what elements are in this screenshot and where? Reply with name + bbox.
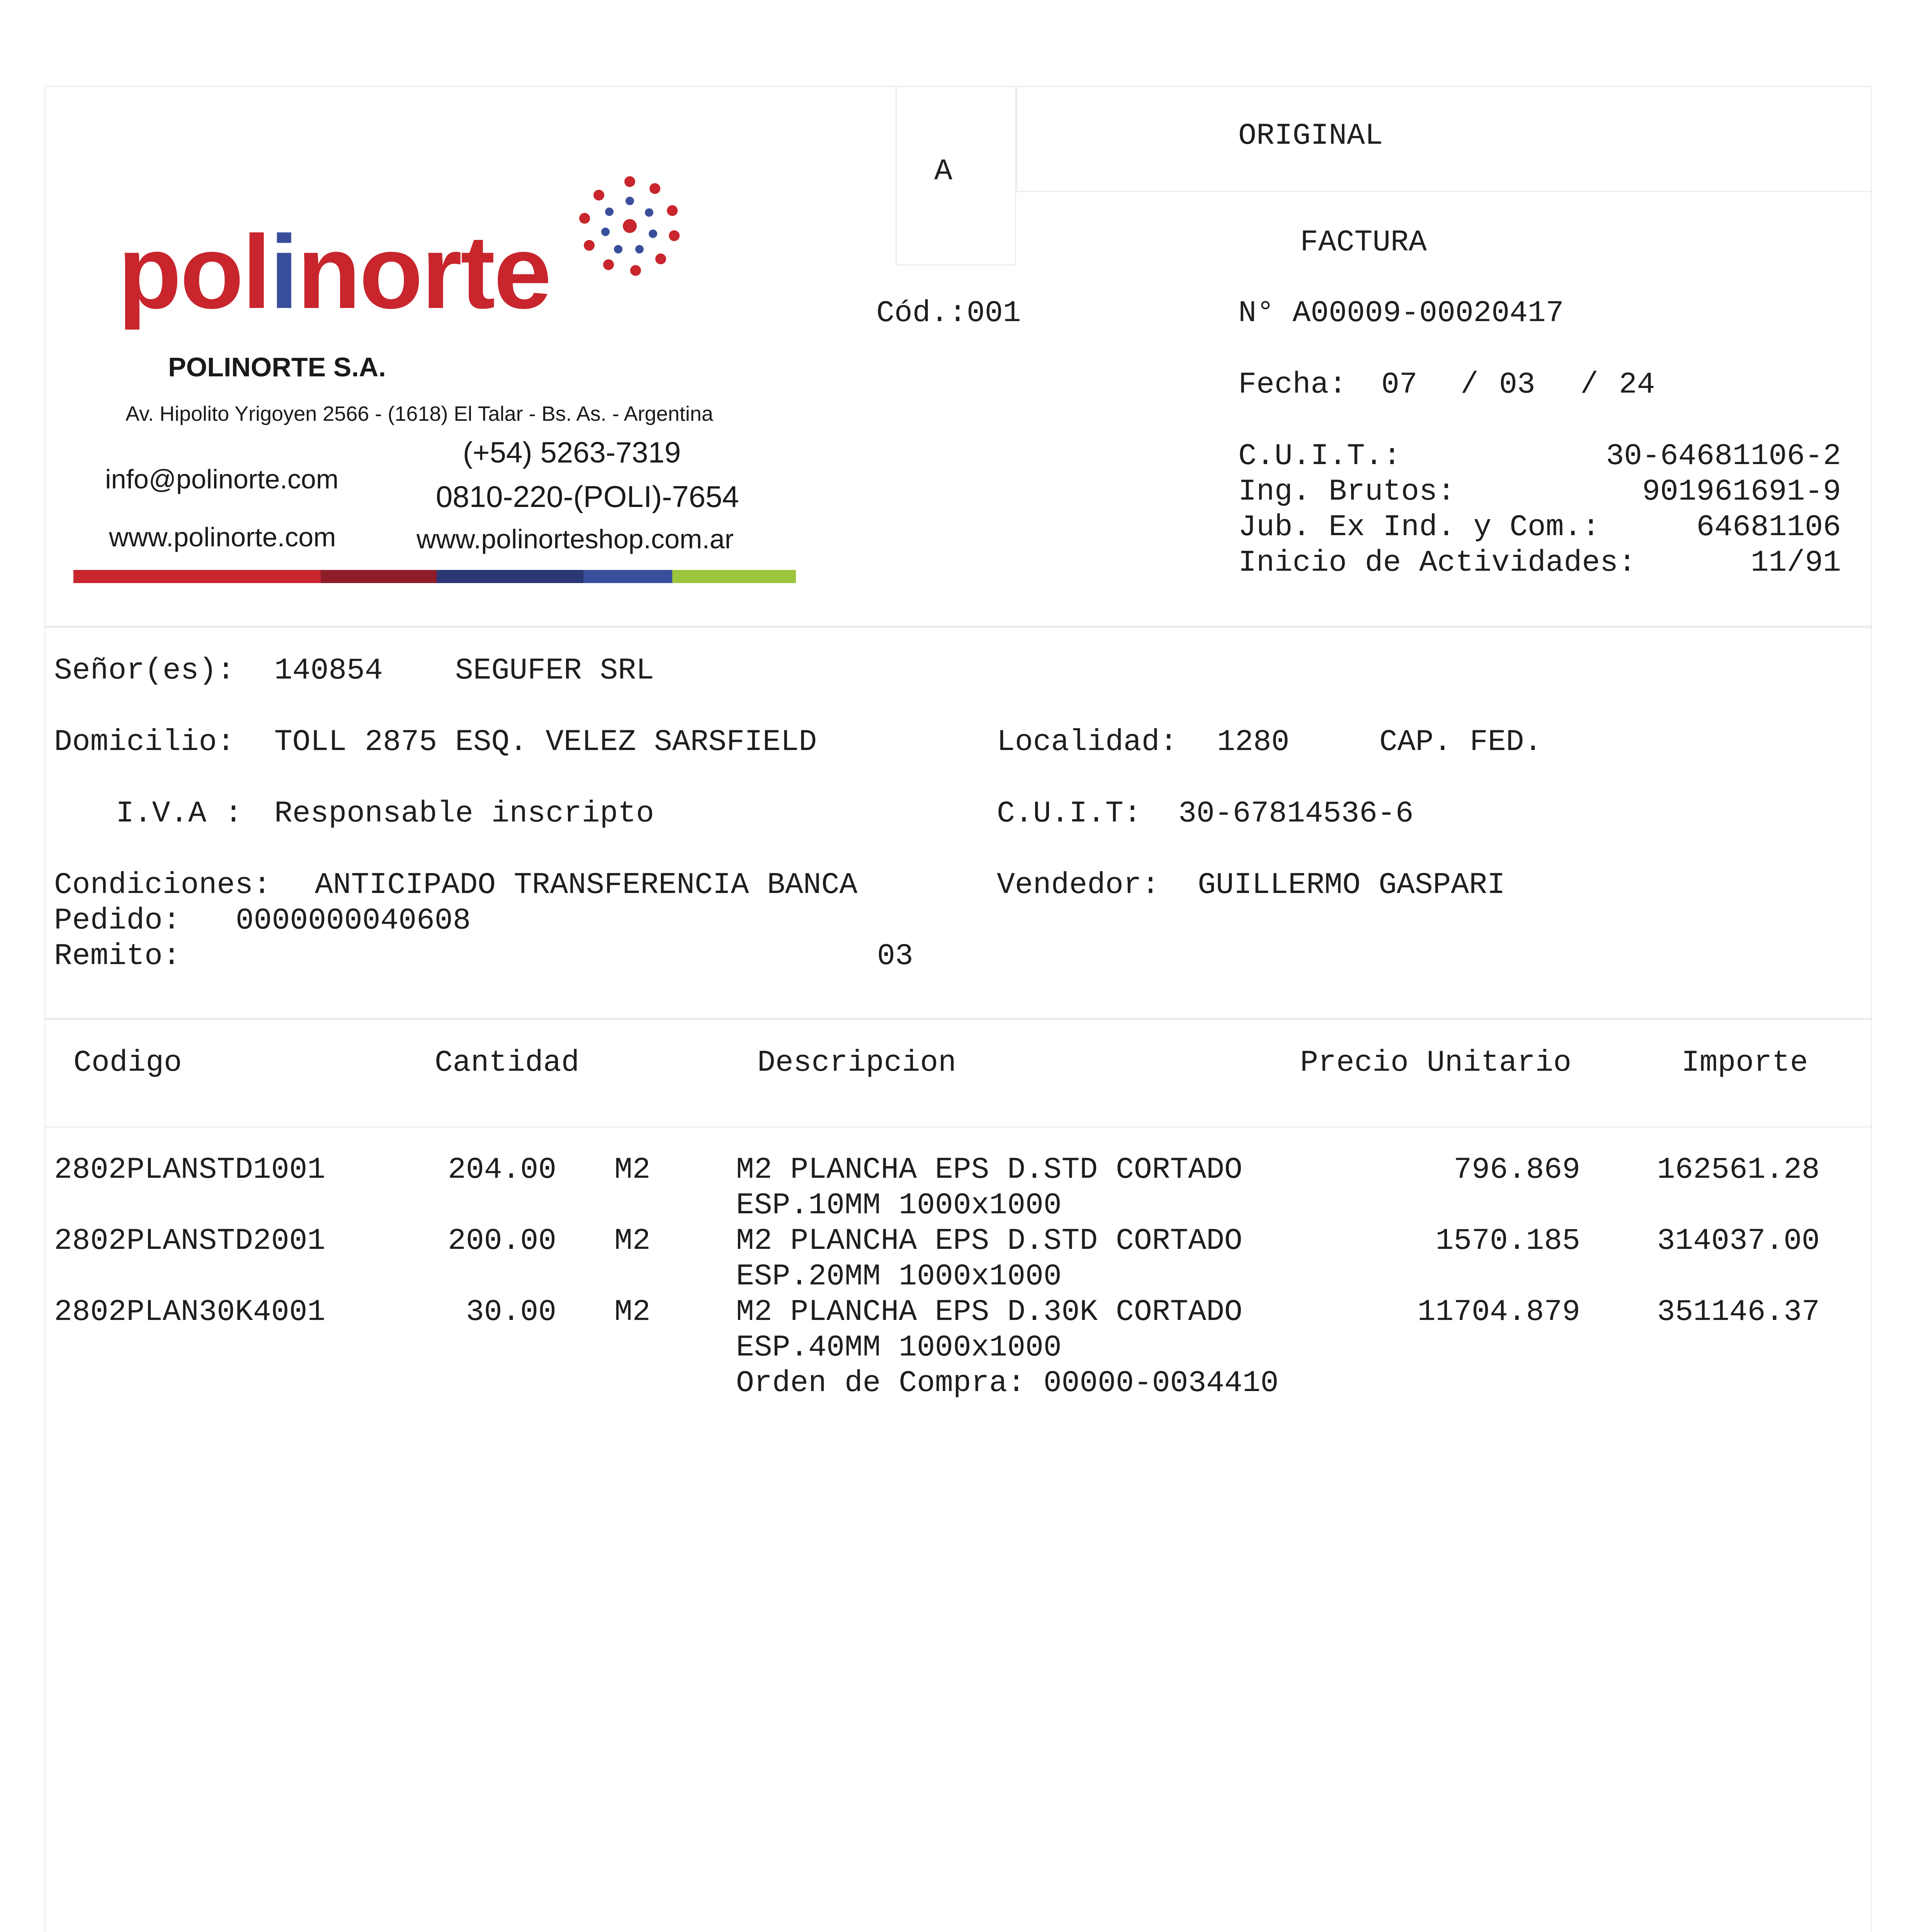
localidad-code: 1280 — [1217, 725, 1290, 759]
localidad-label: Localidad: — [997, 725, 1178, 759]
company-name: POLINORTE S.A. — [168, 352, 386, 382]
company-phone-2: 0810-220-(POLI)-7654 — [436, 480, 739, 514]
condiciones-value: ANTICIPADO TRANSFERENCIA BANCA — [315, 868, 858, 902]
col-header-precio: Precio Unitario — [1300, 1046, 1572, 1080]
logo-text-i: i — [269, 214, 297, 330]
fecha-sep-1: / — [1460, 368, 1479, 402]
table-row-desc: M2 PLANCHA EPS D.30K CORTADO — [736, 1295, 1243, 1329]
table-row-desc-2: ESP.20MM 1000x1000 — [736, 1260, 1062, 1294]
table-row-unit: M2 — [614, 1295, 651, 1329]
iva-value: Responsable inscripto — [274, 797, 654, 831]
table-row-amount: 162561.28 — [1657, 1153, 1820, 1187]
fecha-year: 24 — [1619, 368, 1655, 402]
table-row-price: 11704.879 — [1417, 1295, 1580, 1329]
table-row-desc: M2 PLANCHA EPS D.STD CORTADO — [736, 1224, 1243, 1258]
company-email: info@polinorte.com — [105, 464, 339, 494]
localidad-value: CAP. FED. — [1379, 725, 1542, 759]
col-header-cantidad: Cantidad — [435, 1046, 580, 1080]
company-web: www.polinorte.com — [109, 522, 336, 552]
cuit-value: 30-64681106-2 — [1606, 439, 1841, 473]
logo-dots-icon — [578, 174, 682, 278]
vendedor-label: Vendedor: — [997, 868, 1160, 902]
items-header-divider — [44, 1126, 1872, 1128]
col-header-codigo: Codigo — [73, 1046, 182, 1080]
table-row-code: 2802PLANSTD1001 — [54, 1153, 326, 1187]
fecha-day: 07 — [1381, 368, 1418, 402]
fecha-month: 03 — [1499, 368, 1535, 402]
company-phone: (+54) 5263-7319 — [463, 436, 681, 469]
doc-type: FACTURA — [1300, 226, 1427, 260]
table-row-desc-2: ESP.40MM 1000x1000 — [736, 1331, 1062, 1365]
stripe-dark-red — [321, 570, 437, 583]
ingb-label: Ing. Brutos: — [1238, 475, 1455, 509]
table-row-code: 2802PLAN30K4001 — [54, 1295, 326, 1329]
letter-box — [896, 86, 1016, 265]
remito-label: Remito: — [54, 939, 181, 973]
col-header-importe: Importe — [1681, 1046, 1808, 1080]
domicilio-label: Domicilio: — [54, 725, 235, 759]
inicio-label: Inicio de Actividades: — [1238, 546, 1636, 580]
client-cuit-value: 30-67814536-6 — [1178, 797, 1414, 831]
table-row-desc-2: ESP.10MM 1000x1000 — [736, 1189, 1062, 1223]
table-row-price: 1570.185 — [1435, 1224, 1580, 1258]
invoice-letter: A — [934, 155, 952, 189]
col-header-descripcion: Descripcion — [757, 1046, 956, 1080]
table-row-amount: 351146.37 — [1657, 1295, 1820, 1329]
jub-value: 64681106 — [1696, 510, 1841, 544]
table-orden-compra: Orden de Compra: 00000-0034410 — [736, 1366, 1279, 1400]
original-box — [1016, 86, 1872, 192]
stripe-green — [672, 570, 796, 583]
stripe-red — [73, 570, 321, 583]
stripe-blue — [583, 570, 672, 583]
inicio-value: 11/91 — [1750, 546, 1841, 580]
pedido-label: Pedido: — [54, 904, 181, 938]
client-code: 140854 — [274, 654, 383, 688]
logo-text-right: norte — [297, 214, 550, 330]
ingb-value: 901961691-9 — [1642, 475, 1841, 509]
table-row-qty: 30.00 — [466, 1295, 556, 1329]
stripe-dark-blue — [437, 570, 583, 583]
fecha-sep-2: / — [1580, 368, 1598, 402]
domicilio-value: TOLL 2875 ESQ. VELEZ SARSFIELD — [274, 725, 817, 759]
invoice-number: N° A00009-00020417 — [1238, 296, 1564, 330]
logo-text-left: pol — [118, 214, 270, 330]
condiciones-label: Condiciones: — [54, 868, 271, 902]
remito-value: 03 — [877, 939, 913, 973]
original-label: ORIGINAL — [1238, 119, 1383, 153]
jub-label: Jub. Ex Ind. y Com.: — [1238, 510, 1600, 544]
cod-label: Cód.:001 — [876, 296, 1021, 330]
table-row-amount: 314037.00 — [1657, 1224, 1820, 1258]
iva-label: I.V.A : — [116, 797, 243, 831]
client-cuit-label: C.U.I.T: — [997, 797, 1142, 831]
table-row-code: 2802PLANSTD2001 — [54, 1224, 326, 1258]
cuit-label: C.U.I.T.: — [1238, 439, 1401, 473]
senor-label: Señor(es): — [54, 654, 235, 688]
table-row-unit: M2 — [614, 1224, 651, 1258]
company-shop: www.polinorteshop.com.ar — [417, 524, 734, 554]
vendedor-value: GUILLERMO GASPARI — [1198, 868, 1505, 902]
table-row-qty: 204.00 — [448, 1153, 556, 1187]
client-name: SEGUFER SRL — [455, 654, 654, 688]
pedido-value: 0000000040608 — [236, 904, 471, 938]
company-logo — [118, 214, 620, 330]
table-row-unit: M2 — [614, 1153, 651, 1187]
table-row-qty: 200.00 — [448, 1224, 556, 1258]
fecha-label: Fecha: — [1238, 368, 1347, 402]
table-row-price: 796.869 — [1454, 1153, 1580, 1187]
company-address: Av. Hipolito Yrigoyen 2566 - (1618) El Talar - Bs. As. - Argentina — [126, 402, 713, 425]
table-row-desc: M2 PLANCHA EPS D.STD CORTADO — [736, 1153, 1243, 1187]
